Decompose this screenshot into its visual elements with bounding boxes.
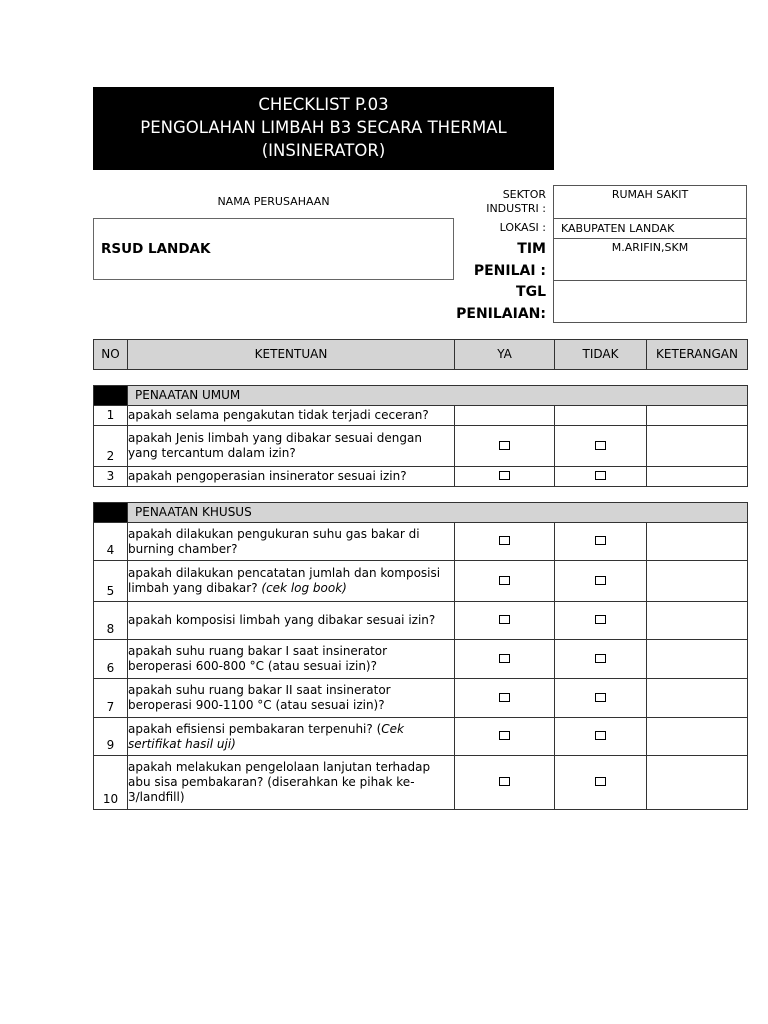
ya-cell (455, 467, 555, 487)
title-line-1: CHECKLIST P.03 (258, 95, 389, 114)
ya-cell (455, 406, 555, 426)
question-text: apakah dilakukan pencatatan jumlah dan komposisi limbah yang dibakar? (128, 566, 441, 595)
question-text: apakah efisiensi pembakaran terpenuhi? ( (128, 721, 382, 736)
ya-checkbox[interactable] (499, 536, 510, 545)
table-row (94, 602, 748, 640)
row-question: apakah pengoperasian insinerator sesuai izin? (128, 467, 455, 487)
section-marker (94, 503, 128, 523)
row-number: 8 (94, 602, 128, 640)
ya-cell (455, 523, 555, 561)
col-tidak: TIDAK (555, 340, 647, 370)
ya-checkbox[interactable] (499, 693, 510, 702)
table-row (94, 406, 748, 426)
col-ketentuan: KETENTUAN (128, 340, 455, 370)
ya-cell (455, 718, 555, 756)
section-title: PENAATAN KHUSUS (128, 503, 748, 523)
tidak-checkbox[interactable] (595, 777, 606, 786)
keterangan-cell[interactable] (647, 602, 748, 640)
company-value-box (93, 218, 454, 280)
table-row (94, 640, 748, 679)
ya-cell (455, 679, 555, 718)
col-ya: YA (455, 340, 555, 370)
tidak-cell (555, 756, 647, 810)
table-row (94, 679, 748, 718)
keterangan-cell[interactable] (647, 640, 748, 679)
row-number: 4 (94, 523, 128, 561)
ya-cell (455, 756, 555, 810)
question-note: Cek sertifikat hasil uji) (128, 721, 404, 751)
section-marker (94, 386, 128, 406)
row-question: apakah suhu ruang bakar I saat insinerator beroperasi 600-800 °C (atau sesuai izin)? (128, 640, 455, 679)
tidak-checkbox[interactable] (595, 536, 606, 545)
ya-checkbox[interactable] (499, 777, 510, 786)
row-number: 2 (94, 426, 128, 467)
keterangan-cell[interactable] (647, 561, 748, 602)
tidak-checkbox[interactable] (595, 731, 606, 740)
tidak-cell (555, 467, 647, 487)
tidak-checkbox[interactable] (595, 654, 606, 663)
title-line-2: PENGOLAHAN LIMBAH B3 SECARA THERMAL (140, 118, 507, 137)
tidak-checkbox[interactable] (595, 441, 606, 450)
title-line-3: (INSINERATOR) (261, 141, 386, 160)
ya-cell (455, 426, 555, 467)
row-question: apakah melakukan pengelolaan lanjutan terhadap abu sisa pembakaran? (diserahkan ke pihak ke-3/landfill) (128, 756, 455, 810)
checklist-title-banner (93, 87, 554, 170)
tim-label (455, 238, 546, 282)
tgl-label-line-1: TGL (516, 284, 546, 300)
lokasi-value: KABUPATEN LANDAK (553, 218, 747, 239)
keterangan-cell[interactable] (647, 523, 748, 561)
company-value: RSUD LANDAK (101, 241, 211, 257)
table-row (94, 523, 748, 561)
ya-checkbox[interactable] (499, 471, 510, 480)
row-question (128, 718, 455, 756)
table-row (94, 718, 748, 756)
row-question: apakah komposisi limbah yang dibakar sesuai izin? (128, 602, 455, 640)
tidak-cell (555, 718, 647, 756)
tidak-cell (555, 406, 647, 426)
tim-label-line-1: TIM (517, 241, 546, 257)
row-number: 5 (94, 561, 128, 602)
row-question: apakah dilakukan pengukuran suhu gas bakar di burning chamber? (128, 523, 455, 561)
sektor-label-line-2: INDUSTRI : (486, 202, 546, 215)
lokasi-label: LOKASI : (499, 221, 546, 234)
table-row (94, 426, 748, 467)
keterangan-cell[interactable] (647, 756, 748, 810)
tgl-label (455, 281, 546, 325)
row-number: 1 (94, 406, 128, 426)
section-penaatan-khusus (93, 502, 748, 810)
ya-cell (455, 561, 555, 602)
keterangan-cell[interactable] (647, 426, 748, 467)
tgl-label-line-2: PENILAIAN: (456, 306, 546, 322)
col-no: NO (94, 340, 128, 370)
tgl-value (553, 280, 747, 323)
row-number: 7 (94, 679, 128, 718)
section-title: PENAATAN UMUM (128, 386, 748, 406)
ya-checkbox[interactable] (499, 615, 510, 624)
keterangan-cell[interactable] (647, 467, 748, 487)
section-penaatan-umum (93, 385, 748, 487)
ya-cell (455, 640, 555, 679)
tim-value: M.ARIFIN,SKM (553, 238, 747, 281)
keterangan-cell[interactable] (647, 679, 748, 718)
tidak-checkbox[interactable] (595, 693, 606, 702)
row-number: 9 (94, 718, 128, 756)
ya-checkbox[interactable] (499, 654, 510, 663)
ya-checkbox[interactable] (499, 441, 510, 450)
tidak-cell (555, 523, 647, 561)
table-row (94, 467, 748, 487)
question-note: (cek log book) (261, 581, 347, 595)
tidak-checkbox[interactable] (595, 471, 606, 480)
tidak-cell (555, 679, 647, 718)
tidak-cell (555, 426, 647, 467)
row-question: apakah suhu ruang bakar II saat insinerator beroperasi 900-1100 °C (atau sesuai izin)? (128, 679, 455, 718)
column-header-table (93, 339, 748, 370)
table-row (94, 756, 748, 810)
row-number: 10 (94, 756, 128, 810)
row-question: apakah Jenis limbah yang dibakar sesuai dengan yang tercantum dalam izin? (128, 426, 455, 467)
col-keterangan: KETERANGAN (647, 340, 748, 370)
row-number: 6 (94, 640, 128, 679)
row-question (128, 561, 455, 602)
sektor-value: RUMAH SAKIT (553, 185, 747, 219)
keterangan-cell[interactable] (647, 406, 748, 426)
ya-checkbox[interactable] (499, 731, 510, 740)
tidak-cell (555, 561, 647, 602)
ya-cell (455, 602, 555, 640)
row-question: apakah selama pengakutan tidak terjadi ceceran? (128, 406, 455, 426)
tidak-cell (555, 640, 647, 679)
tidak-cell (555, 602, 647, 640)
sektor-label (455, 188, 546, 216)
company-label: NAMA PERUSAHAAN (217, 195, 330, 208)
table-row (94, 561, 748, 602)
tidak-checkbox[interactable] (595, 615, 606, 624)
keterangan-cell[interactable] (647, 718, 748, 756)
ya-checkbox[interactable] (499, 576, 510, 585)
sektor-label-line-1: SEKTOR (502, 188, 546, 201)
row-number: 3 (94, 467, 128, 487)
tim-label-line-2: PENILAI : (473, 263, 546, 279)
tidak-checkbox[interactable] (595, 576, 606, 585)
